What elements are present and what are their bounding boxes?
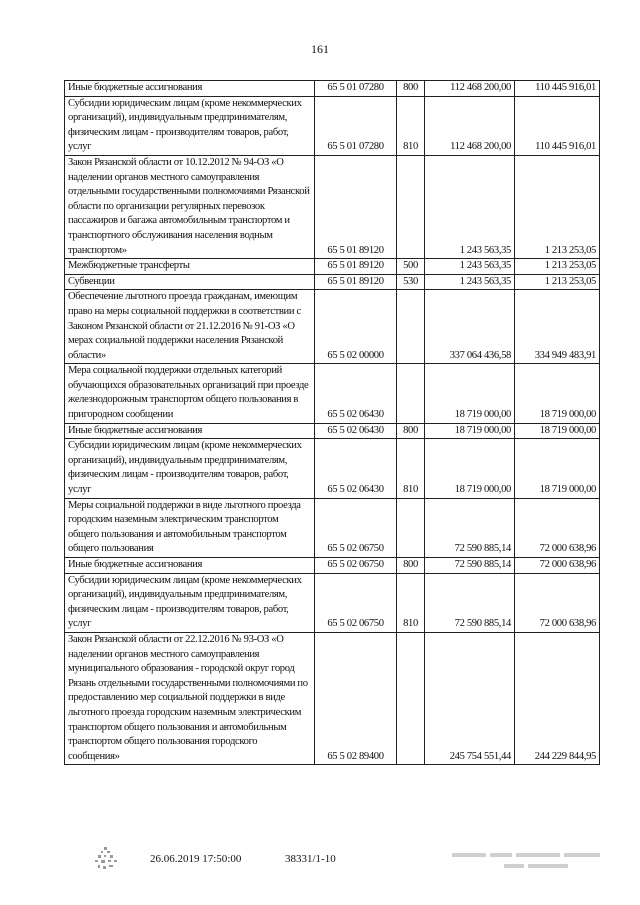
row-target-code: 65 5 01 89120 [315,274,397,290]
table-row [65,274,600,290]
row-target-code: 65 5 02 89400 [315,632,397,764]
table-row [65,259,600,275]
row-expense-type [397,290,425,364]
row-name: Иные бюджетные ассигнования [65,558,315,574]
row-sum-second: 244 229 844,95 [515,632,600,764]
row-target-code: 65 5 02 06430 [315,364,397,423]
row-target-code: 65 5 01 89120 [315,259,397,275]
table-row [65,364,600,423]
row-target-code: 65 5 02 06430 [315,423,397,439]
table-row [65,498,600,557]
row-sum-first: 1 243 563,35 [425,274,515,290]
row-sum-first: 72 590 885,14 [425,573,515,632]
row-sum-second: 18 719 000,00 [515,423,600,439]
row-sum-second: 110 445 916,01 [515,81,600,97]
row-sum-first: 18 719 000,00 [425,364,515,423]
table-row [65,290,600,364]
row-expense-type [397,364,425,423]
row-sum-second: 72 000 638,96 [515,558,600,574]
row-sum-first: 245 754 551,44 [425,632,515,764]
row-expense-type: 810 [397,96,425,155]
row-expense-type: 500 [397,259,425,275]
row-sum-first: 1 243 563,35 [425,155,515,258]
table-row [65,573,600,632]
budget-table [64,80,600,765]
page-footer [0,851,640,873]
row-target-code: 65 5 02 06750 [315,498,397,557]
page-number: 161 [311,42,329,56]
table-row [65,96,600,155]
row-sum-first: 72 590 885,14 [425,558,515,574]
row-sum-second: 110 445 916,01 [515,96,600,155]
table-row [65,558,600,574]
table-row [65,155,600,258]
row-name: Закон Рязанской области от 22.12.2016 № 93-ОЗ «О наделении органов местного самоуправления муниципального образования - городской округ город Рязань отдельными государственными полномочиями по предоставлению мер социальной поддержки в виде льготного проезда городским наземным электрическим транспортом общего пользования и автомобильным транспортом общего пользования городского сообщения» [65,632,315,764]
footer-doc-number: 38331/1-10 [285,853,336,865]
table-row [65,632,600,764]
qr-stamp-icon [95,847,117,871]
row-target-code: 65 5 02 06430 [315,439,397,498]
row-target-code: 65 5 02 06750 [315,558,397,574]
row-sum-first: 18 719 000,00 [425,423,515,439]
faded-stamp-watermark [452,849,602,875]
row-expense-type [397,632,425,764]
row-sum-second: 334 949 483,91 [515,290,600,364]
row-name: Субсидии юридическим лицам (кроме некоммерческих организаций), индивидуальным предпринимателям, физическим лицам - производителям товаров, работ, услуг [65,439,315,498]
row-sum-first: 1 243 563,35 [425,259,515,275]
row-sum-second: 18 719 000,00 [515,439,600,498]
row-target-code: 65 5 02 06750 [315,573,397,632]
row-sum-second: 72 000 638,96 [515,573,600,632]
row-sum-second: 1 213 253,05 [515,274,600,290]
row-name: Иные бюджетные ассигнования [65,423,315,439]
row-name: Субвенции [65,274,315,290]
row-target-code: 65 5 01 89120 [315,155,397,258]
row-sum-first: 72 590 885,14 [425,498,515,557]
row-sum-second: 1 213 253,05 [515,259,600,275]
table-row [65,423,600,439]
row-expense-type: 800 [397,81,425,97]
row-sum-second: 18 719 000,00 [515,364,600,423]
row-target-code: 65 5 02 00000 [315,290,397,364]
row-sum-first: 337 064 436,58 [425,290,515,364]
row-sum-second: 1 213 253,05 [515,155,600,258]
row-sum-second: 72 000 638,96 [515,498,600,557]
row-sum-first: 112 468 200,00 [425,81,515,97]
row-name: Иные бюджетные ассигнования [65,81,315,97]
row-name: Субсидии юридическим лицам (кроме некоммерческих организаций), индивидуальным предпринимателям, физическим лицам - производителям товаров, работ, услуг [65,96,315,155]
row-name: Мера социальной поддержки отдельных категорий обучающихся образовательных организаций при проезде железнодорожным транспортом общего пользования в пригородном сообщении [65,364,315,423]
row-expense-type: 800 [397,558,425,574]
row-expense-type [397,498,425,557]
row-expense-type: 810 [397,573,425,632]
row-expense-type: 810 [397,439,425,498]
row-name: Меры социальной поддержки в виде льготного проезда городским наземным электрическим транспортом общего пользования и автомобильным транспортом общего пользования [65,498,315,557]
row-expense-type: 800 [397,423,425,439]
row-target-code: 65 5 01 07280 [315,96,397,155]
row-expense-type: 530 [397,274,425,290]
row-name: Закон Рязанской области от 10.12.2012 № 94-ОЗ «О наделении органов местного самоуправления отдельными государственными полномочиями Рязанской области по организации регулярных перевозок пассажиров и багажа автомобильным транспортом и транспортного обслуживания населения водным транспортом» [65,155,315,258]
footer-date: 26.06.2019 17:50:00 [150,853,242,865]
row-name: Субсидии юридическим лицам (кроме некоммерческих организаций), индивидуальным предпринимателям, физическим лицам - производителям товаров, работ, услуг [65,573,315,632]
row-target-code: 65 5 01 07280 [315,81,397,97]
row-sum-first: 18 719 000,00 [425,439,515,498]
table-row [65,81,600,97]
row-sum-first: 112 468 200,00 [425,96,515,155]
row-name: Межбюджетные трансферты [65,259,315,275]
table-row [65,439,600,498]
row-expense-type [397,155,425,258]
row-name: Обеспечение льготного проезда гражданам, имеющим право на меры социальной поддержки в соответствии с Законом Рязанской области от 21.12.2016 № 91-ОЗ «О мерах социальной поддержки населения Рязанской области» [65,290,315,364]
